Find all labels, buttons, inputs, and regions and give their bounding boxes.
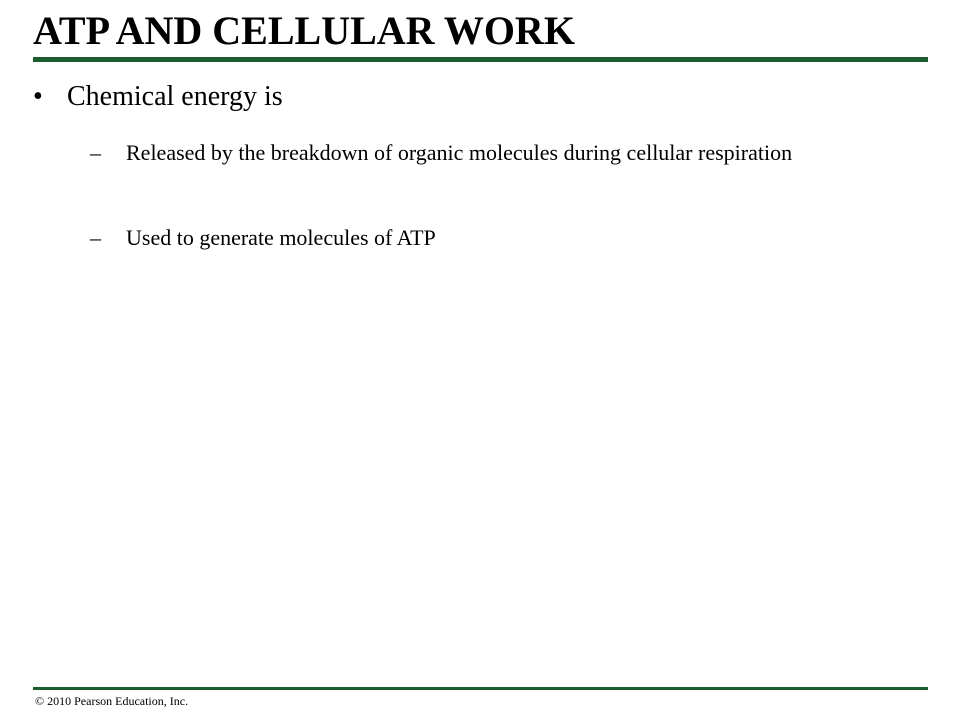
slide-title: ATP AND CELLULAR WORK	[33, 8, 575, 53]
sub-bullet-text: Released by the breakdown of organic molecules during cellular respiration	[126, 140, 793, 165]
sub-bullet-marker: –	[90, 225, 101, 250]
title-divider	[33, 57, 928, 62]
sub-bullet-text: Used to generate molecules of ATP	[126, 225, 436, 250]
bullet-marker: •	[33, 81, 43, 112]
bullet-text: Chemical energy is	[67, 81, 283, 112]
footer-divider	[33, 687, 928, 690]
sub-bullet-marker: –	[90, 140, 101, 165]
copyright-footer: © 2010 Pearson Education, Inc.	[35, 694, 189, 708]
